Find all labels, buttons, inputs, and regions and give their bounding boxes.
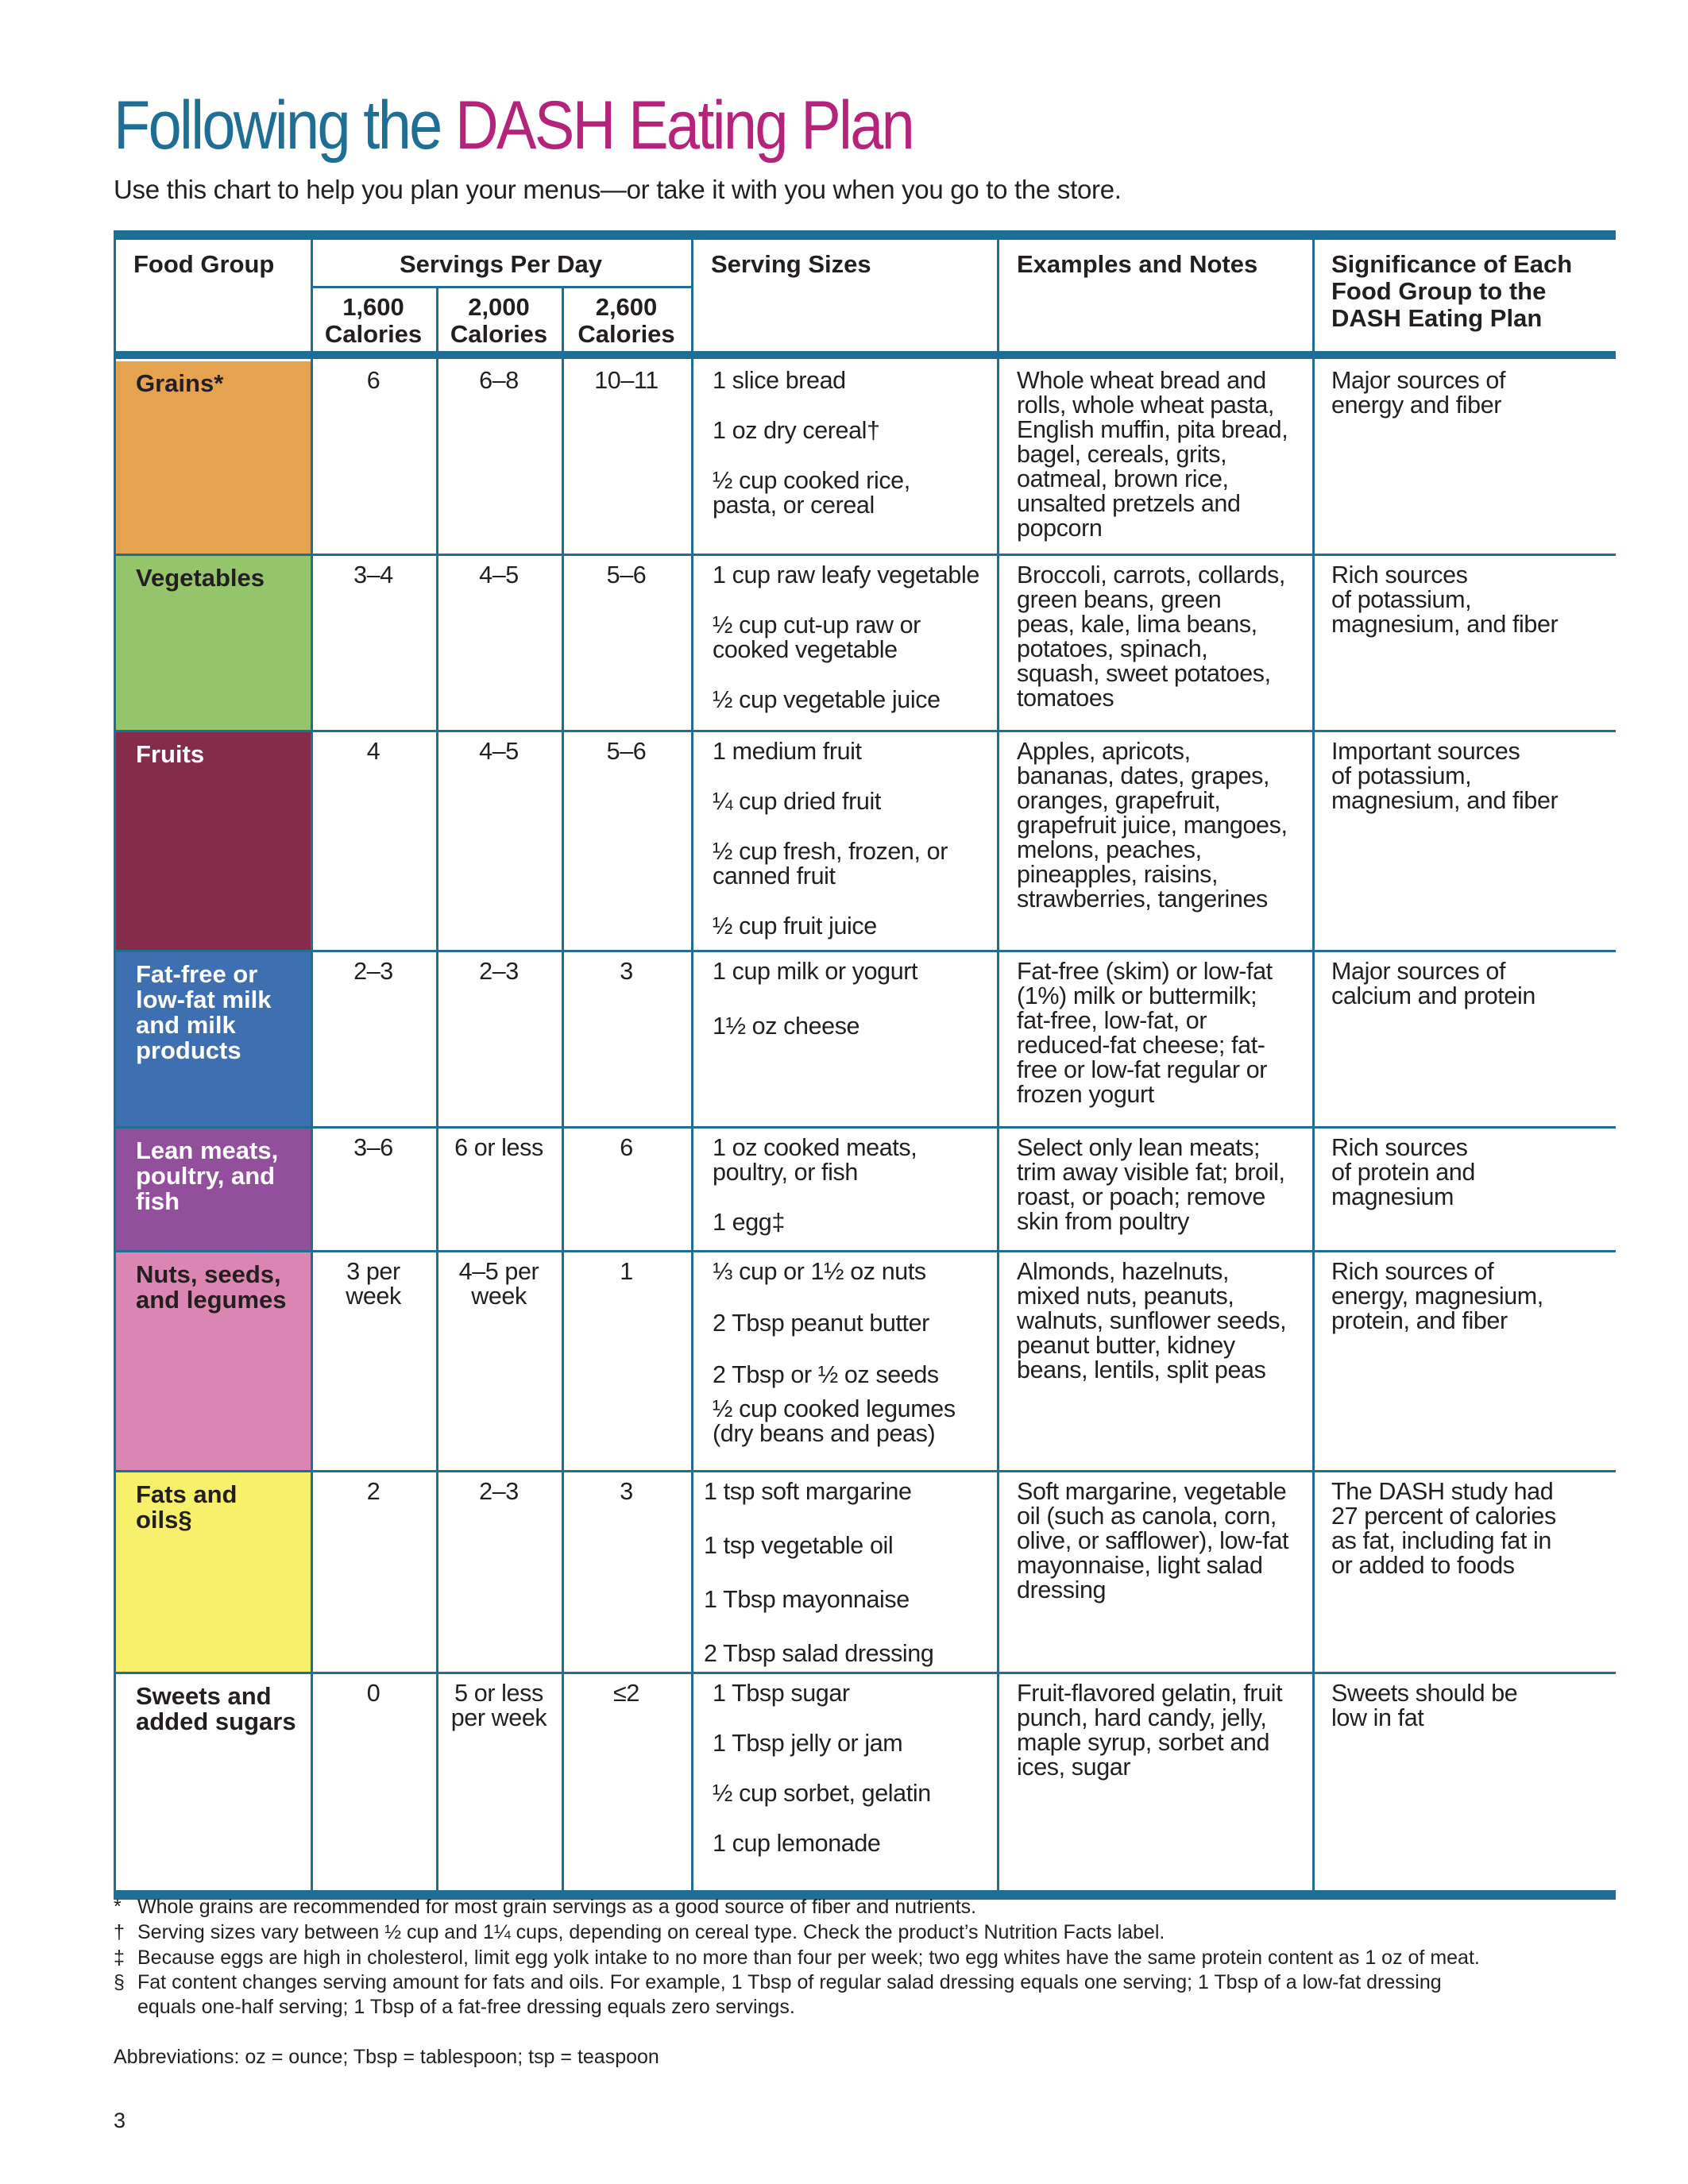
significance-line: calcium and protein — [1331, 982, 1535, 1009]
food-group-cell — [116, 732, 311, 950]
column-divider — [1312, 235, 1315, 1892]
serving-size-line: 2 Tbsp salad dressing — [704, 1640, 934, 1667]
servings-value-line: 3–4 — [353, 561, 393, 588]
serving-size-line: ½ cup cooked legumes — [713, 1395, 956, 1422]
serving-sizes-cell — [713, 959, 991, 1126]
examples-line: reduced-fat cheese; fat- — [1017, 1032, 1265, 1059]
serving-size-line: canned fruit — [713, 862, 836, 889]
serving-size-line: poultry, or fish — [713, 1159, 858, 1186]
significance-line: Rich sources — [1331, 1134, 1468, 1161]
serving-size-item — [713, 1311, 929, 1336]
serving-size-item — [713, 419, 880, 443]
significance-line: Rich sources of — [1331, 1258, 1494, 1285]
header-cal-1600-unit: Calories — [324, 320, 423, 348]
row-divider — [114, 1470, 1616, 1472]
significance-cell — [1331, 1480, 1609, 1578]
examples-line: green beans, green — [1017, 586, 1222, 613]
footnote-text: Because eggs are high in cholesterol, limit egg yolk intake to no more than four per week; two egg whites have the same protein content as 1 oz of meat. — [137, 1947, 1480, 1969]
significance-cell — [1331, 1260, 1609, 1333]
column-divider — [691, 235, 693, 1892]
examples-line: mixed nuts, peanuts, — [1017, 1283, 1234, 1310]
examples-line: maple syrup, sorbet and — [1017, 1729, 1270, 1756]
servings-2000 — [436, 1480, 562, 1504]
servings-value-line: 3 per — [346, 1258, 400, 1285]
header-cal-1600-amount: 1,600 — [342, 293, 404, 321]
serving-size-item — [713, 1681, 850, 1706]
food-group-label-line: Sweets and — [136, 1682, 272, 1710]
examples-line: peanut butter, kidney — [1017, 1332, 1235, 1359]
serving-size-item — [713, 1397, 956, 1446]
examples-cell — [1017, 1681, 1311, 1780]
serving-size-line: 1 medium fruit — [713, 738, 862, 765]
header-significance-line: DASH Eating Plan — [1331, 304, 1543, 332]
row-divider — [114, 1250, 1616, 1252]
serving-size-item — [713, 1831, 880, 1856]
significance-line: Major sources of — [1331, 958, 1506, 985]
table-header-rule — [114, 351, 1616, 359]
footnote-text: Fat content changes serving amount for fats and oils. For example, 1 Tbsp of regular salad dressing equals one serving; 1 Tbsp of a low-fat dressing — [137, 1971, 1442, 1993]
significance-line: The DASH study had — [1331, 1478, 1554, 1505]
examples-line: free or low-fat regular or — [1017, 1056, 1268, 1083]
significance-cell — [1331, 369, 1609, 418]
serving-size-item — [704, 1642, 933, 1666]
servings-value-line: 2 — [366, 1478, 380, 1505]
examples-cell — [1017, 1260, 1311, 1383]
footnote-text: Whole grains are recommended for most grain servings as a good source of fiber and nutrients. — [137, 1896, 977, 1918]
header-cal-2000-unit: Calories — [450, 320, 548, 348]
examples-line: walnuts, sunflower seeds, — [1017, 1307, 1287, 1334]
food-group-label-line: poultry, and — [136, 1162, 276, 1190]
food-group-cell — [116, 1129, 311, 1250]
food-group-cell — [116, 1674, 311, 1890]
serving-size-item — [713, 1781, 931, 1806]
serving-sizes-cell — [713, 1681, 991, 1890]
servings-value-line: 10–11 — [594, 367, 659, 394]
serving-size-line: ⅓ cup or 1½ oz nuts — [713, 1258, 926, 1285]
food-group-label — [136, 371, 307, 396]
serving-size-item — [713, 563, 979, 588]
serving-size-item — [704, 1588, 910, 1612]
food-group-label-line: low-fat milk — [136, 986, 272, 1013]
examples-line: oatmeal, brown rice, — [1017, 465, 1229, 492]
examples-cell — [1017, 1136, 1311, 1234]
footnote-mark: * — [114, 1896, 122, 1918]
serving-size-line: 1 Tbsp mayonnaise — [704, 1586, 910, 1613]
header-examples: Examples and Notes — [1017, 250, 1258, 278]
food-group-cell — [116, 556, 311, 730]
header-significance-line: Food Group to the — [1331, 277, 1547, 305]
servings-2600 — [562, 1480, 691, 1504]
examples-line: olive, or safflower), low-fat — [1017, 1527, 1289, 1554]
servings-value-line: per week — [450, 1704, 547, 1731]
serving-size-line: 1½ oz cheese — [713, 1013, 860, 1040]
serving-size-item — [713, 688, 941, 712]
significance-cell — [1331, 959, 1609, 1009]
serving-sizes-cell — [704, 1480, 982, 1672]
significance-line: protein, and fiber — [1331, 1307, 1508, 1334]
servings-1600 — [311, 959, 436, 984]
examples-cell — [1017, 563, 1311, 711]
examples-line: oranges, grapefruit, — [1017, 787, 1221, 814]
serving-size-line: 1 cup raw leafy vegetable — [713, 561, 979, 588]
food-group-label-line: Fats and — [136, 1480, 238, 1508]
serving-size-line: 1 cup lemonade — [713, 1830, 881, 1857]
servings-1600 — [311, 739, 436, 764]
examples-line: bananas, dates, grapes, — [1017, 762, 1270, 789]
food-group-cell — [116, 361, 311, 554]
row-divider — [114, 950, 1616, 952]
examples-line: Soft margarine, vegetable — [1017, 1478, 1287, 1505]
examples-line: English muffin, pita bread, — [1017, 416, 1288, 443]
servings-value-line: 4 — [366, 738, 380, 765]
abbreviations: Abbreviations: oz = ounce; Tbsp = tablespoon; tsp = teaspoon — [114, 2046, 659, 2068]
serving-size-item — [713, 1260, 926, 1284]
servings-2000 — [436, 739, 562, 764]
serving-sizes-cell — [713, 369, 991, 554]
row-divider — [114, 730, 1616, 732]
food-group-label-line: fish — [136, 1187, 180, 1215]
examples-line: Broccoli, carrots, collards, — [1017, 561, 1285, 588]
servings-value-line: 2–3 — [479, 1478, 519, 1505]
examples-line: grapefruit juice, mangoes, — [1017, 812, 1288, 839]
food-group-label — [136, 1262, 307, 1313]
significance-line: magnesium, and fiber — [1331, 787, 1559, 814]
column-divider — [997, 235, 999, 1892]
serving-size-line: 1 oz cooked meats, — [713, 1134, 917, 1161]
examples-line: pineapples, raisins, — [1017, 861, 1219, 888]
examples-line: oil (such as canola, corn, — [1017, 1503, 1277, 1530]
significance-cell — [1331, 563, 1609, 637]
column-divider — [436, 286, 438, 1892]
serving-size-item — [713, 1014, 859, 1039]
food-group-label — [136, 1482, 307, 1533]
subheader-divider — [311, 286, 691, 288]
serving-size-line: 1 oz dry cereal† — [713, 417, 880, 444]
examples-line: roast, or poach; remove — [1017, 1183, 1265, 1210]
food-group-label — [136, 962, 307, 1063]
serving-size-line: ½ cup sorbet, gelatin — [713, 1780, 931, 1807]
examples-line: mayonnaise, light salad — [1017, 1552, 1263, 1579]
significance-line: magnesium, and fiber — [1331, 611, 1559, 638]
header-significance — [1331, 251, 1572, 332]
header-cal-2600-amount: 2,600 — [595, 293, 658, 321]
food-group-cell — [116, 952, 311, 1126]
food-group-label — [136, 565, 307, 591]
servings-value-line: 5 or less — [454, 1680, 543, 1707]
header-cal-1600 — [311, 294, 436, 348]
serving-size-item — [713, 369, 846, 393]
food-group-label-line: oils§ — [136, 1506, 192, 1534]
food-group-label — [136, 1684, 307, 1734]
servings-2600 — [562, 369, 691, 393]
examples-line: frozen yogurt — [1017, 1081, 1154, 1108]
servings-value-line: 6 or less — [454, 1134, 543, 1161]
examples-line: fat-free, low-fat, or — [1017, 1007, 1207, 1034]
examples-line: Almonds, hazelnuts, — [1017, 1258, 1230, 1285]
servings-value-line: week — [346, 1283, 401, 1310]
servings-value-line: 5–6 — [606, 738, 647, 765]
examples-line: Fruit-flavored gelatin, fruit — [1017, 1680, 1283, 1707]
servings-2600 — [562, 1136, 691, 1160]
food-group-label-line: and milk — [136, 1011, 236, 1039]
servings-1600 — [311, 1480, 436, 1504]
footnote — [114, 1970, 1616, 2020]
header-serving-sizes: Serving Sizes — [711, 250, 871, 278]
examples-cell — [1017, 1480, 1311, 1603]
serving-size-line: ½ cup fresh, frozen, or — [713, 838, 948, 865]
servings-2600 — [562, 1260, 691, 1284]
significance-cell — [1331, 739, 1609, 813]
serving-sizes-cell — [713, 739, 991, 950]
row-divider — [114, 1672, 1616, 1674]
significance-line: Sweets should be — [1331, 1680, 1518, 1707]
serving-size-line: 1 slice bread — [713, 367, 846, 394]
serving-size-item — [713, 959, 917, 984]
servings-value-line: 5–6 — [606, 561, 647, 588]
servings-1600 — [311, 563, 436, 588]
servings-value-line: 4–5 — [479, 738, 519, 765]
footnote-text: Serving sizes vary between ½ cup and 1¼ cups, depending on cereal type. Check the product’s Nutrition Facts label. — [137, 1921, 1165, 1943]
serving-size-item — [713, 1210, 785, 1235]
significance-line: of protein and — [1331, 1159, 1475, 1186]
serving-size-item — [713, 739, 862, 764]
servings-value-line: 0 — [366, 1680, 380, 1707]
serving-size-item — [713, 469, 910, 518]
footnote-text: equals one-half serving; 1 Tbsp of a fat-free dressing equals zero servings. — [137, 1996, 795, 2018]
serving-size-line: 2 Tbsp peanut butter — [713, 1310, 929, 1337]
servings-value-line: 4–5 per — [458, 1258, 539, 1285]
page-number: 3 — [114, 2109, 126, 2132]
serving-size-item — [713, 789, 881, 814]
servings-value-line: 1 — [620, 1258, 633, 1285]
significance-cell — [1331, 1136, 1609, 1210]
serving-size-line: 1 tsp vegetable oil — [704, 1532, 894, 1559]
header-food-group: Food Group — [133, 250, 275, 278]
row-divider — [114, 1126, 1616, 1129]
examples-line: (1%) milk or buttermilk; — [1017, 982, 1257, 1009]
servings-value-line: ≤2 — [613, 1680, 639, 1707]
serving-size-line: pasta, or cereal — [713, 492, 875, 519]
examples-line: squash, sweet potatoes, — [1017, 660, 1271, 687]
serving-size-item — [704, 1534, 893, 1558]
servings-value-line: week — [471, 1283, 527, 1310]
servings-value-line: 6–8 — [479, 367, 519, 394]
examples-line: unsalted pretzels and — [1017, 490, 1241, 517]
food-group-label — [136, 1138, 307, 1214]
footnote-mark: ‡ — [114, 1947, 125, 1969]
table-top-rule — [114, 230, 1616, 240]
significance-line: low in fat — [1331, 1704, 1424, 1731]
examples-line: tomatoes — [1017, 685, 1114, 712]
servings-2000 — [436, 1681, 562, 1731]
servings-2000 — [436, 1260, 562, 1309]
food-group-label-line: and legumes — [136, 1286, 287, 1314]
servings-2000 — [436, 1136, 562, 1160]
table-border-left — [114, 235, 116, 1892]
serving-size-line: ½ cup cut-up raw or — [713, 612, 921, 639]
serving-size-line: ½ cup vegetable juice — [713, 686, 941, 713]
serving-size-line: (dry beans and peas) — [713, 1420, 936, 1447]
footnote — [114, 1920, 1616, 1945]
food-group-label-line: products — [136, 1036, 241, 1064]
title-part-1: Following the — [114, 87, 455, 164]
examples-line: dressing — [1017, 1576, 1107, 1603]
examples-line: rolls, whole wheat pasta, — [1017, 392, 1274, 419]
food-group-label-line: Nuts, seeds, — [136, 1260, 281, 1288]
servings-2600 — [562, 739, 691, 764]
header-cal-2000 — [436, 294, 562, 348]
significance-line: Major sources of — [1331, 367, 1506, 394]
examples-line: Apples, apricots, — [1017, 738, 1191, 765]
food-group-label-line: Lean meats, — [136, 1136, 279, 1164]
serving-size-line: ¼ cup dried fruit — [713, 788, 881, 815]
servings-2600 — [562, 959, 691, 984]
serving-size-item — [704, 1480, 912, 1504]
examples-line: potatoes, spinach, — [1017, 635, 1208, 662]
examples-line: ices, sugar — [1017, 1754, 1131, 1781]
food-group-label-line: added sugars — [136, 1707, 296, 1735]
examples-line: beans, lentils, split peas — [1017, 1356, 1266, 1383]
servings-value-line: 4–5 — [479, 561, 519, 588]
examples-line: peas, kale, lima beans, — [1017, 611, 1257, 638]
significance-line: magnesium — [1331, 1183, 1454, 1210]
serving-size-line: 1 egg‡ — [713, 1209, 785, 1236]
serving-size-line: 1 cup milk or yogurt — [713, 958, 918, 985]
header-cal-2000-amount: 2,000 — [468, 293, 530, 321]
serving-sizes-cell — [713, 563, 991, 730]
footnote — [114, 1946, 1616, 1970]
food-group-label-line: Grains* — [136, 369, 224, 397]
serving-sizes-cell — [713, 1260, 991, 1470]
significance-cell — [1331, 1681, 1609, 1731]
examples-line: Whole wheat bread and — [1017, 367, 1266, 394]
servings-2600 — [562, 563, 691, 588]
significance-line: Important sources — [1331, 738, 1520, 765]
food-group-label-line: Vegetables — [136, 564, 265, 592]
significance-line: of potassium, — [1331, 762, 1472, 789]
food-group-label-line: Fat-free or — [136, 960, 258, 988]
servings-1600 — [311, 1681, 436, 1706]
title-part-2: DASH Eating Plan — [454, 87, 914, 164]
header-significance-line: Significance of Each — [1331, 250, 1573, 278]
footnote — [114, 1895, 1616, 1920]
footnote-mark: § — [114, 1971, 125, 1993]
serving-size-line: 1 Tbsp sugar — [713, 1680, 850, 1707]
footnote-mark: † — [114, 1921, 125, 1943]
row-divider — [114, 554, 1616, 556]
examples-line: popcorn — [1017, 515, 1103, 542]
significance-line: Rich sources — [1331, 561, 1468, 588]
serving-size-item — [713, 839, 948, 889]
significance-line: 27 percent of calories — [1331, 1503, 1556, 1530]
serving-sizes-cell — [713, 1136, 991, 1250]
significance-line: energy and fiber — [1331, 392, 1502, 419]
serving-size-line: 1 tsp soft margarine — [704, 1478, 912, 1505]
examples-cell — [1017, 959, 1311, 1107]
servings-value-line: 3 — [620, 1478, 633, 1505]
serving-size-item — [713, 613, 921, 662]
servings-value-line: 2–3 — [479, 958, 519, 985]
examples-line: trim away visible fat; broil, — [1017, 1159, 1285, 1186]
servings-2000 — [436, 959, 562, 984]
examples-line: punch, hard candy, jelly, — [1017, 1704, 1267, 1731]
serving-size-item — [713, 1363, 939, 1387]
serving-size-line: cooked vegetable — [713, 636, 898, 663]
header-cal-2600 — [562, 294, 691, 348]
significance-line: energy, magnesium, — [1331, 1283, 1543, 1310]
servings-2000 — [436, 563, 562, 588]
food-group-cell — [116, 1472, 311, 1672]
servings-value-line: 6 — [620, 1134, 633, 1161]
significance-line: of potassium, — [1331, 586, 1472, 613]
servings-value-line: 3 — [620, 958, 633, 985]
examples-cell — [1017, 739, 1311, 912]
servings-value-line: 6 — [366, 367, 380, 394]
serving-size-item — [713, 914, 877, 939]
servings-1600 — [311, 369, 436, 393]
examples-line: melons, peaches, — [1017, 836, 1202, 863]
servings-2000 — [436, 369, 562, 393]
examples-line: Fat-free (skim) or low-fat — [1017, 958, 1273, 985]
servings-1600 — [311, 1260, 436, 1309]
significance-line: or added to foods — [1331, 1552, 1515, 1579]
significance-line: as fat, including fat in — [1331, 1527, 1551, 1554]
serving-size-item — [713, 1731, 902, 1756]
examples-line: skin from poultry — [1017, 1208, 1189, 1235]
serving-size-line: ½ cup fruit juice — [713, 913, 877, 940]
header-servings-per-day: Servings Per Day — [399, 250, 603, 278]
servings-1600 — [311, 1136, 436, 1160]
examples-line: bagel, cereals, grits, — [1017, 441, 1227, 468]
food-group-label — [136, 742, 307, 767]
examples-line: strawberries, tangerines — [1017, 886, 1268, 913]
servings-2600 — [562, 1681, 691, 1706]
food-group-label-line: Fruits — [136, 740, 205, 768]
serving-size-line: ½ cup cooked rice, — [713, 467, 910, 494]
subtitle: Use this chart to help you plan your menus—or take it with you when you go to the store. — [114, 175, 1122, 204]
examples-line: Select only lean meats; — [1017, 1134, 1261, 1161]
food-group-cell — [116, 1252, 311, 1470]
serving-size-line: 1 Tbsp jelly or jam — [713, 1730, 903, 1757]
examples-cell — [1017, 369, 1311, 541]
column-divider — [311, 235, 313, 1892]
serving-size-line: 2 Tbsp or ½ oz seeds — [713, 1361, 939, 1388]
column-divider — [562, 286, 564, 1892]
servings-value-line: 3–6 — [353, 1134, 393, 1161]
header-cal-2600-unit: Calories — [577, 320, 675, 348]
servings-value-line: 2–3 — [353, 958, 393, 985]
serving-size-item — [713, 1136, 917, 1185]
page-title — [114, 86, 913, 165]
